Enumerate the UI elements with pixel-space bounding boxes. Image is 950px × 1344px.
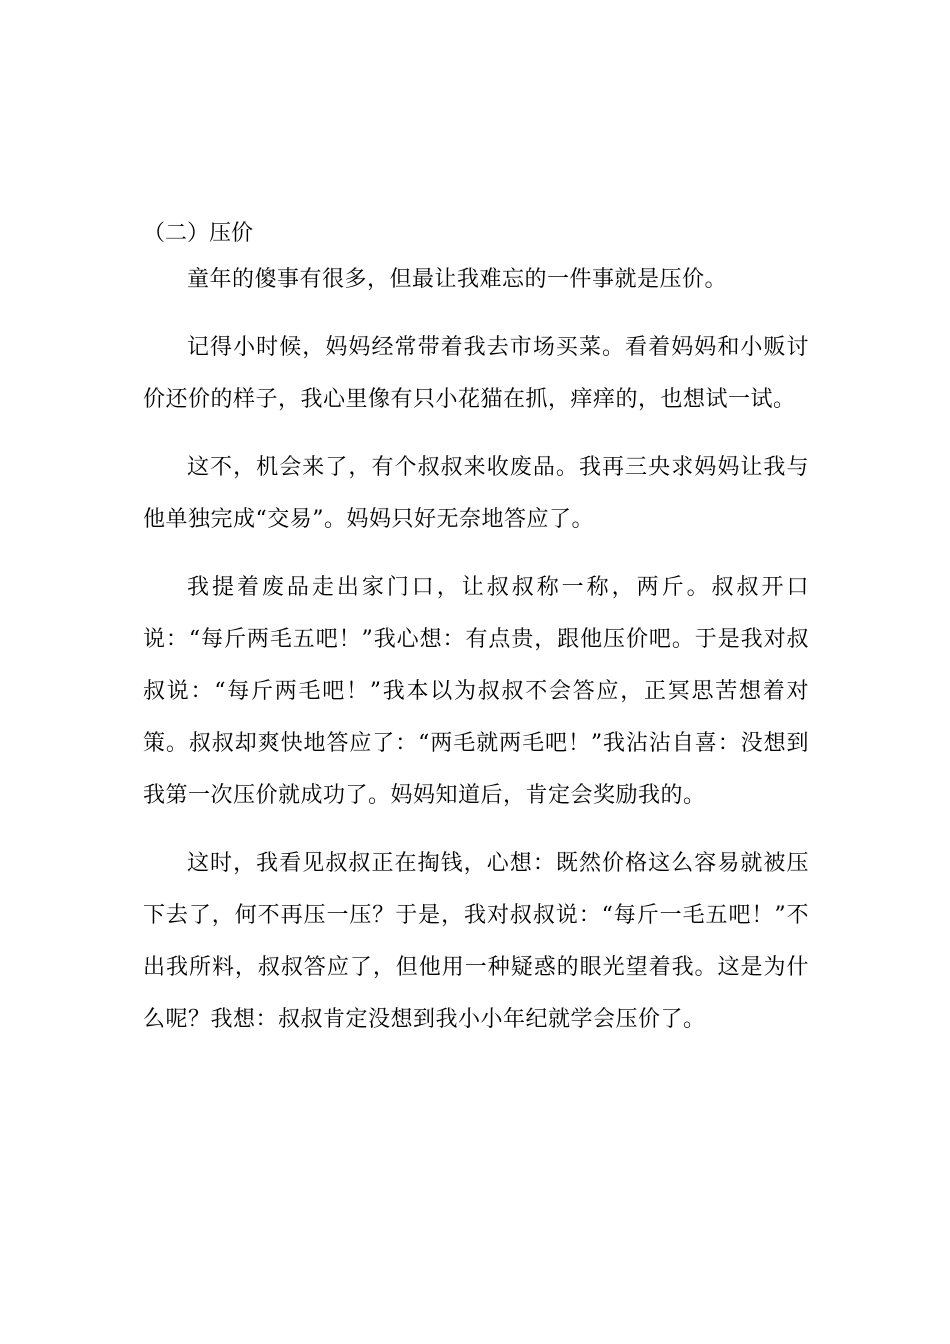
paragraph-3: 这不，机会来了，有个叔叔来收废品。我再三央求妈妈让我与他单独完成“交易”。妈妈只好无奈地答应了。 <box>143 455 809 532</box>
paragraph-4: 我提着废品走出家门口，让叔叔称一称，两斤。叔叔开口说：“每斤两毛五吧！”我心想：有点贵，跟他压价吧。于是我对叔叔说：“每斤两毛吧！”我本以为叔叔不会答应，正冥思苦想着对策。叔叔却爽快地答应了：“两毛就两毛吧！”我沾沾自喜：没想到我第一次压价就成功了。妈妈知道后，肯定会奖励我的。 <box>143 575 809 808</box>
paragraph-1: 童年的傻事有很多，但最让我难忘的一件事就是压价。 <box>187 267 728 292</box>
document-body <box>143 214 809 1046</box>
paragraph-2: 记得小时候，妈妈经常带着我去市场买菜。看着妈妈和小贩讨价还价的样子，我心里像有只小花猫在抓，痒痒的，也想试一试。 <box>143 335 809 412</box>
section-title: （二）压价 <box>143 221 254 246</box>
paragraph-5: 这时，我看见叔叔正在掏钱，心想：既然价格这么容易就被压下去了，何不再压一压？于是，我对叔叔说：“每斤一毛五吧！”不出我所料，叔叔答应了，但他用一种疑惑的眼光望着我。这是为什么呢？我想：叔叔肯定没想到我小小年纪就学会压价了。 <box>143 851 809 1032</box>
